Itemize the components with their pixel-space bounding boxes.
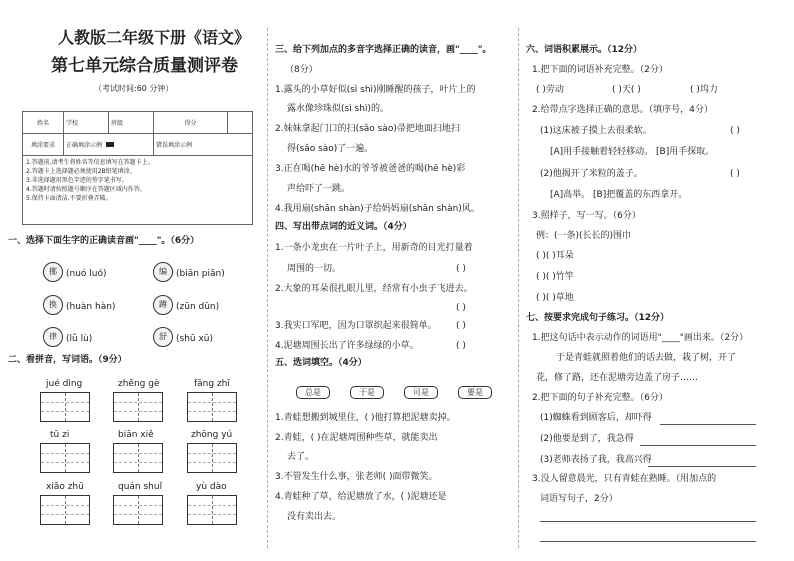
writing-box-7[interactable] <box>40 495 90 525</box>
s6-q2-a-blank[interactable]: ( ) <box>730 126 740 136</box>
char-circle-1: 挪 <box>43 262 63 282</box>
s5-line-5: 4.青蛙种了草，给泥塘放了水，( )泥塘还是 <box>275 492 447 502</box>
s3-line-2: 露水像珍珠似(sì shì)的。 <box>287 104 389 114</box>
writing-box-3[interactable] <box>187 392 237 422</box>
s6-q2-b-blank[interactable]: ( ) <box>730 169 740 179</box>
s7-q3-answer-line-1[interactable] <box>540 521 756 522</box>
char-circle-6: 舒 <box>153 327 173 347</box>
s7-q2-item-1: (1)蜘蛛看到顾客后，却吓得 <box>540 413 652 423</box>
char-circle-3: 换 <box>43 295 63 315</box>
s3-line-1: 1.露头的小草好似(sì shì)刚睡醒的孩子，叶片上的 <box>275 85 476 95</box>
s7-q2-answer-line-3[interactable] <box>648 466 756 467</box>
pinyin-label-6: zhōng yú <box>191 430 233 440</box>
s7-q2-answer-line-2[interactable] <box>640 445 756 446</box>
s5-line-4: 3.不管发生什么事，张老师( )面带微笑。 <box>275 472 438 482</box>
exam-time: （考试时间:60 分钟） <box>94 84 174 93</box>
s3-line-5: 3.正在喝(hē hè)水的爷爷被爸爸的喝(hē hè)彩 <box>275 164 466 174</box>
s4-blank-3[interactable]: ( ) <box>456 321 466 331</box>
section7-title: 七、按要求完成句子练习。（12分） <box>526 313 670 323</box>
section6-title: 六、词语积累展示。（12分） <box>526 45 643 55</box>
pinyin-label-8: quán shuǐ <box>118 482 163 492</box>
s6-q2-a: (1)这床被子摸上去很柔软。 <box>540 126 652 136</box>
s7-q1-text-1: 于是青蛙就照着他们的话去做，栽了树，开了 <box>556 353 737 363</box>
wrong-fill-example: 错误填涂示例 <box>154 134 253 156</box>
char-pinyin-4[interactable]: (zūn dūn) <box>176 302 220 312</box>
s6-q1-item-2[interactable]: ( )天( ) <box>612 85 641 95</box>
s6-q2-b-options: [A]高举。 [B]把覆盖的东西拿开。 <box>550 190 688 200</box>
s6-q3-item-1[interactable]: ( )( )耳朵 <box>536 251 574 261</box>
s7-q2: 2.把下面的句子补充完整。（6分） <box>532 393 668 403</box>
info-table <box>22 111 253 225</box>
section5-title: 五、选词填空。（4分） <box>275 358 367 368</box>
char-circle-5: 律 <box>43 327 63 347</box>
word-tag-1: 总是 <box>296 386 330 399</box>
s7-q2-answer-line-1[interactable] <box>660 424 756 425</box>
writing-box-2[interactable] <box>113 392 163 422</box>
column-divider-2 <box>518 28 519 548</box>
s5-line-2: 2.青蛙，( )在泥塘周围种些草，就能卖出 <box>275 433 438 443</box>
section2-title: 二、看拼音，写词语。（9分） <box>8 355 127 365</box>
column-divider-1 <box>267 28 268 548</box>
pinyin-label-9: yù dào <box>196 482 227 492</box>
pinyin-label-4: tū zi <box>50 430 70 440</box>
filled-box-icon <box>106 142 114 147</box>
section3-score: （8分） <box>285 65 318 75</box>
score-label: 得分 <box>154 112 228 134</box>
s4-line-5: 4.泥塘周围长出了许多绿绿的小草。 <box>275 341 419 351</box>
s5-line-1: 1.青蛙想搬到城里住，( )他打算把泥塘卖掉。 <box>275 413 456 423</box>
s7-q3: 3.没人留意晨光，只有青蛙在熟睡。（用加点的 <box>532 474 717 484</box>
char-circle-2: 编 <box>153 262 173 282</box>
writing-box-1[interactable] <box>40 392 90 422</box>
section1-title: 一、选择下面生字的正确读音画"____"。（6分） <box>8 236 200 246</box>
char-pinyin-2[interactable]: (biān piān) <box>176 269 225 279</box>
s6-q3: 3.照样子，写一写。（6分） <box>532 211 641 221</box>
s4-line-3: 2.大象的耳朵很扎眼儿里，经常有小虫子飞进去。 <box>275 284 473 294</box>
section4-title: 四、写出带点词的近义词。（4分） <box>275 222 412 232</box>
s6-q3-example: 例：(一条)(长长的)围巾 <box>536 231 632 241</box>
correct-fill-example: 正确填涂示例 <box>64 134 154 156</box>
s6-q2-a-options: [A]用手接触着轻轻移动。 [B]用手探取。 <box>550 147 715 157</box>
s7-q2-item-3: (3)老师表扬了我，我高兴得 <box>540 455 652 465</box>
char-pinyin-1[interactable]: (nuó luó) <box>66 269 107 279</box>
class-label: 班级 <box>109 112 154 134</box>
s6-q1: 1.把下面的词语补充完整。（2分） <box>532 65 668 75</box>
exam-title-line1: 人教版二年级下册《语文》 <box>58 28 251 47</box>
s7-q3-answer-line-2[interactable] <box>540 541 756 542</box>
s5-line-3: 去了。 <box>287 452 315 462</box>
char-circle-4: 蹲 <box>153 295 173 315</box>
writing-box-4[interactable] <box>40 443 90 473</box>
char-pinyin-3[interactable]: (huàn hàn) <box>66 302 116 312</box>
word-tag-4: 要是 <box>458 386 492 399</box>
char-pinyin-6[interactable]: (shū xū) <box>176 334 214 344</box>
exam-notes: 1.答题前,请考生将姓名等信息填写在答题卡上。 2.答题卡上选择题必须使用2B铅笔填涂。 3.非选择题用黑色字迹的签字笔书写。 4.答题时请按照题号顺序在答题区域内作答。 5.保持卡面清洁,不要折叠弄破。 <box>23 156 253 225</box>
s3-line-4: 得(sǎo sào)了一遍。 <box>287 144 374 154</box>
s6-q3-item-2[interactable]: ( )( )竹竿 <box>536 272 574 282</box>
name-label: 姓名 <box>23 112 64 134</box>
s4-blank-4[interactable]: ( ) <box>456 341 466 351</box>
s7-q2-item-2: (2)他要是到了，我急得 <box>540 434 634 444</box>
s3-line-7: 4.我用扇(shān shàn)子给妈妈扇(shān shàn)风。 <box>275 204 480 214</box>
s6-q3-item-3[interactable]: ( )( )草地 <box>536 293 574 303</box>
section3-title: 三、给下列加点的多音字选择正确的读音，画"____"。 <box>275 45 492 55</box>
s3-line-3: 2.妹妹拿起门口的扫(sǎo sào)帚把地面扫地扫 <box>275 124 460 134</box>
s5-line-6: 没有卖出去。 <box>287 512 342 522</box>
s4-blank-1[interactable]: ( ) <box>456 264 466 274</box>
school-label: 学校 <box>64 112 109 134</box>
word-tag-2: 于是 <box>350 386 384 399</box>
s4-line-1: 1.一条小龙虫在一片叶子上，用新奇的目光打量着 <box>275 243 473 253</box>
s7-q3-b: 词语写句子，2分） <box>540 494 618 504</box>
s4-blank-2[interactable]: ( ) <box>456 303 466 313</box>
pinyin-label-1: jué dìng <box>46 379 83 389</box>
pinyin-label-2: zhěng gè <box>118 379 160 389</box>
s7-q1: 1.把这句话中表示动作的词语用"____"画出来。（2分） <box>532 333 749 343</box>
pinyin-label-7: xiǎo zhū <box>46 482 84 492</box>
writing-box-8[interactable] <box>113 495 163 525</box>
writing-box-5[interactable] <box>113 443 163 473</box>
s6-q2-b: (2)他揭开了米粒的盖子。 <box>540 169 643 179</box>
s6-q2: 2.给带点字选择正确的意思。（填序号，4分） <box>532 105 713 115</box>
writing-box-6[interactable] <box>187 443 237 473</box>
fill-requirement: 填涂要求 <box>23 134 64 156</box>
writing-box-9[interactable] <box>187 495 237 525</box>
s3-line-6: 声给吓了一跳。 <box>287 184 351 194</box>
s7-q1-text-2: 花，修了路，还在泥塘旁边盖了房子…… <box>536 373 699 383</box>
char-pinyin-5[interactable]: (lǜ lù) <box>66 334 93 344</box>
word-tag-3: 可是 <box>404 386 438 399</box>
pinyin-label-5: biān xiě <box>118 430 154 440</box>
exam-title-line2: 第七单元综合质量测评卷 <box>51 56 238 76</box>
s4-line-2: 周围的一切。 <box>287 264 342 274</box>
s4-line-4: 3.我实口军吧，因为口罩织起来很简单。 <box>275 321 437 331</box>
s6-q1-item-1[interactable]: ( )劳动 <box>536 85 564 95</box>
s6-q1-item-3[interactable]: ( )坞力 <box>690 85 718 95</box>
pinyin-label-3: fāng zhī <box>194 379 230 389</box>
